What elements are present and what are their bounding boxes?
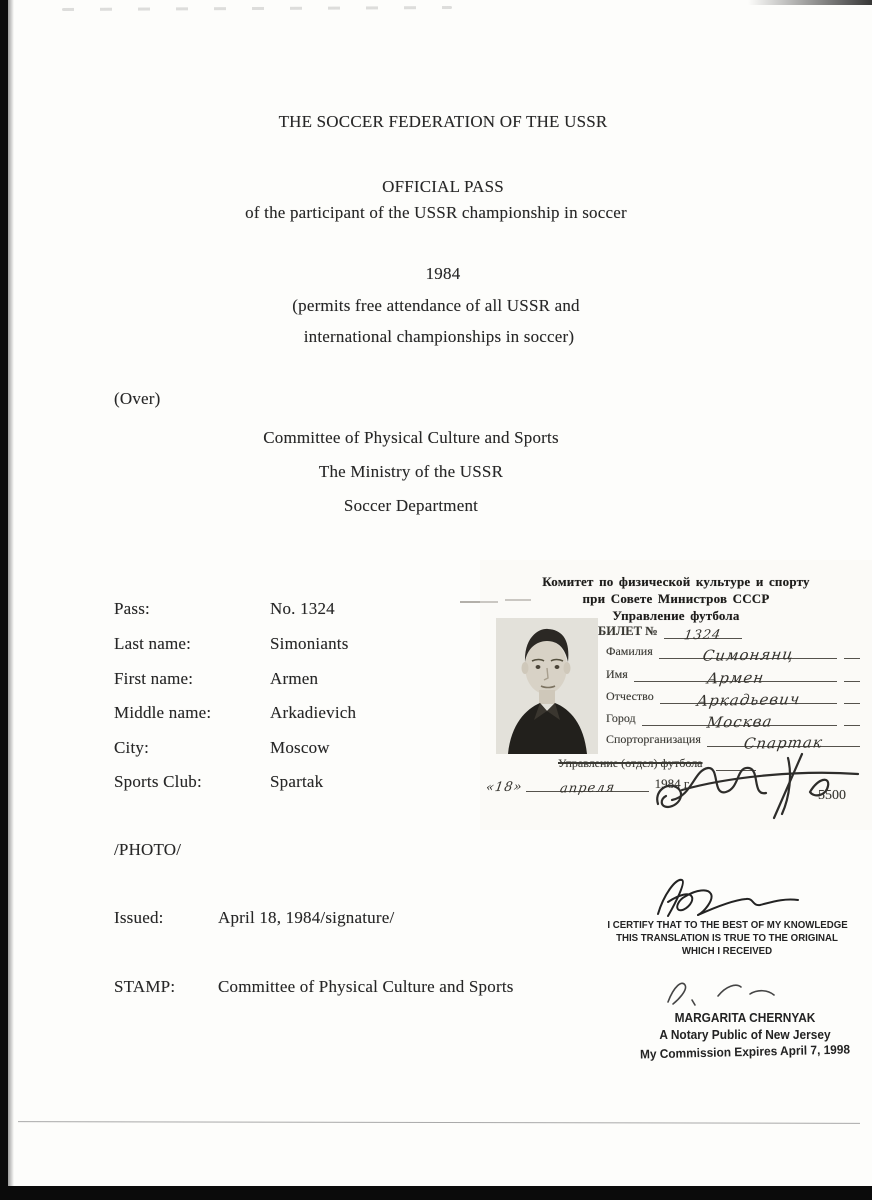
pass-year: 1984 (425, 264, 461, 283)
over-note: (Over) (114, 389, 161, 408)
line-tail (844, 703, 860, 704)
notary-name: MARGARITA CHERNYAK (674, 1011, 816, 1025)
field-value: No. 1324 (270, 599, 335, 618)
permit-line-1: (permits free attendance of all USSR and (292, 296, 580, 315)
notary-title: A Notary Public of New Jersey (659, 1028, 831, 1042)
date-month-handwriting: апреля (558, 780, 617, 797)
stamp-label: STAMP: (114, 977, 176, 996)
official-signature (652, 752, 862, 822)
department-line-struck: Управление (отдел) футбола (558, 756, 703, 770)
original-pass-scan (480, 560, 872, 830)
field-value: Arkadievich (270, 703, 357, 722)
field-value: Armen (270, 669, 319, 688)
pass-photo (496, 618, 598, 754)
field-value: Simoniants (270, 634, 349, 653)
line-tail (844, 681, 860, 682)
pass-field-label: Фамилия (606, 644, 653, 658)
scan-edge-left-shadow (8, 0, 14, 1200)
scan-crease-line (18, 1121, 860, 1124)
pass-field-handwriting: Аркадьевич (695, 690, 802, 710)
issued-value: April 18, 1984/signature/ (218, 908, 395, 927)
pass-field-label: Имя (606, 667, 628, 681)
notary-commission: My Commission Expires April 7, 1998 (639, 1042, 851, 1062)
pass-header-line-2: при Совете Министров СССР (582, 591, 770, 606)
field-value: Moscow (270, 738, 330, 757)
field-label: Pass: (114, 599, 150, 618)
pass-field-row (606, 667, 860, 688)
certify-line-3: WHICH I RECEIVED (681, 945, 773, 957)
pass-field-row (606, 711, 860, 732)
notary-identity-block (620, 1010, 870, 1060)
certification-block (597, 919, 857, 958)
certify-line-2: THIS TRANSLATION IS TRUE TO THE ORIGINAL (616, 932, 838, 944)
pass-field-row (606, 689, 860, 710)
notary-signature-bottom (646, 970, 796, 1014)
field-label: First name: (114, 669, 194, 688)
committee-line-3: Soccer Department (343, 496, 479, 515)
pass-field-handwriting: Спартак (742, 733, 825, 753)
field-label: Sports Club: (114, 772, 202, 791)
photo-note: /PHOTO/ (114, 840, 182, 859)
document-title: THE SOCCER FEDERATION OF THE USSR (278, 112, 608, 131)
field-label: Last name: (114, 634, 192, 653)
pass-field-handwriting: Симонянц (701, 645, 795, 665)
ticket-label: БИЛЕТ № (598, 624, 658, 638)
ticket-number-row (598, 624, 742, 644)
committee-line-2: The Ministry of the USSR (318, 462, 504, 481)
pass-heading: OFFICIAL PASS (382, 177, 504, 196)
date-year: 1984 г. (654, 776, 691, 791)
committee-line-1: Committee of Physical Culture and Sports (263, 428, 559, 447)
scan-edge-bottom (0, 1186, 872, 1200)
date-day-handwriting: «18» (484, 779, 524, 796)
scan-edge-left (0, 0, 8, 1200)
stamp-value: Committee of Physical Culture and Sports (218, 977, 514, 996)
pass-field-row (606, 644, 860, 665)
print-run-number: 5500 (818, 788, 846, 803)
certify-line-1: I CERTIFY THAT TO THE BEST OF MY KNOWLEDGE (607, 919, 848, 931)
pass-subheading: of the participant of the USSR championship in soccer (245, 203, 627, 222)
line-tail (844, 725, 860, 726)
committee-block (111, 0, 711, 540)
pass-header-line-1: Комитет по физической культуре и спорту (542, 574, 810, 589)
field-label: City: (114, 738, 150, 757)
pass-field-row (606, 732, 860, 753)
pass-field-handwriting: Армен (705, 668, 766, 688)
field-value: Spartak (270, 772, 324, 791)
issued-label: Issued: (114, 908, 164, 927)
notary-signature-top (634, 872, 806, 922)
pass-field-label: Спорторганизация (606, 732, 701, 746)
pass-header-line-3: Управление футбола (612, 608, 740, 623)
pass-field-label: Отчество (606, 689, 654, 703)
permit-line-2: international championships in soccer) (303, 327, 575, 346)
pass-field-handwriting: Москва (705, 712, 774, 732)
line-tail (844, 658, 860, 659)
field-label: Middle name: (114, 703, 212, 722)
ticket-number-handwriting: 1324 (683, 627, 723, 644)
pass-field-label: Город (606, 711, 636, 725)
